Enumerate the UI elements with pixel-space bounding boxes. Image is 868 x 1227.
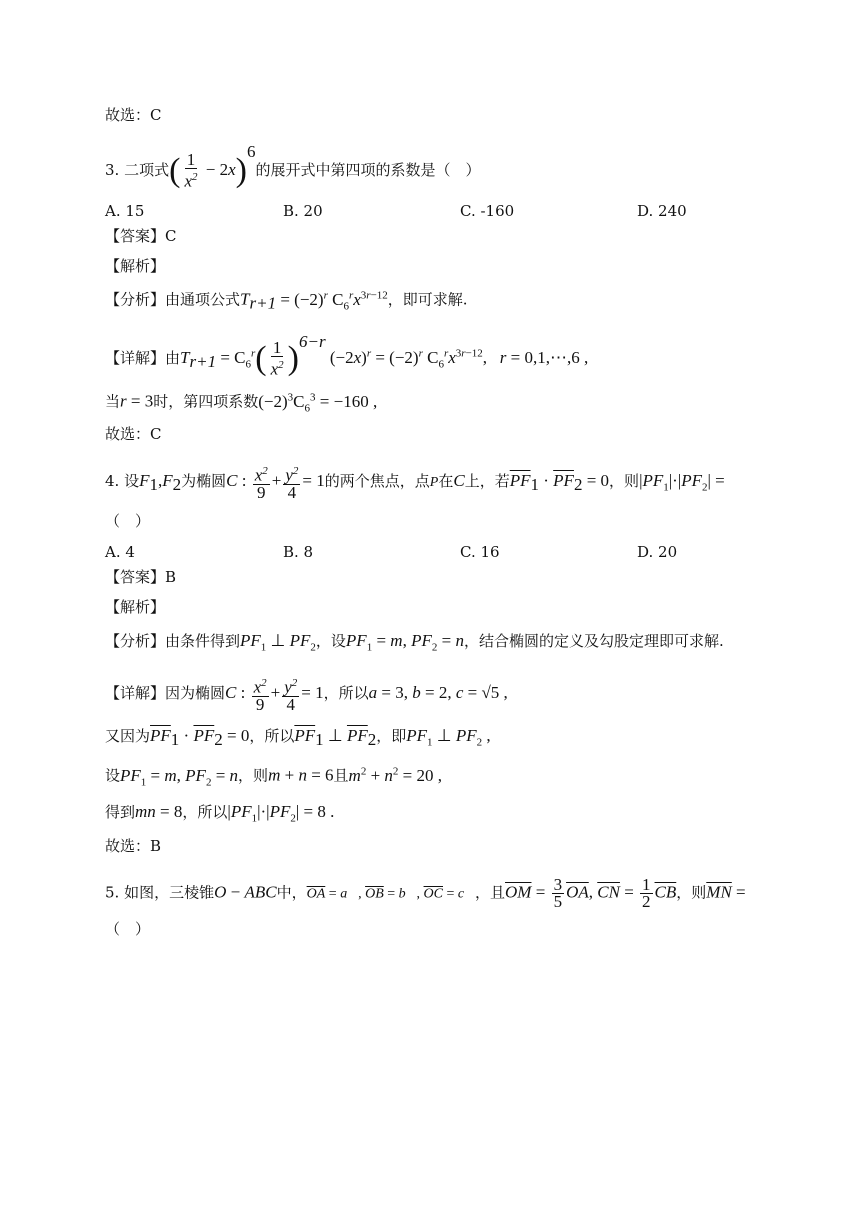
analysis-heading: 【解析】 [105, 598, 166, 616]
text: 【分析】由条件得到 [105, 632, 241, 650]
detail-line: 得到mn = 8，所以$|PF_1|\cdot|PF_2| = 8$ . [105, 802, 335, 825]
question-number: 5. [105, 883, 120, 902]
text: 当 [105, 392, 121, 411]
text: 【分析】由通项公式 [105, 290, 241, 309]
text: 时，第四项系数 [153, 392, 259, 411]
detail-line: 当r = 3时，第四项系数$(-2)^3C_6^3 = -160$ , [105, 391, 378, 415]
text: 的两个焦点，点 [324, 471, 430, 490]
answer: 【答案】B [105, 568, 177, 586]
text: 如图，三棱锥 [124, 883, 215, 902]
question-number: 4. [105, 471, 120, 490]
text: ，设 [315, 632, 346, 650]
text-line: 故选：C [105, 425, 162, 443]
answer: 【答案】C [105, 227, 177, 245]
text: ，所以 [323, 683, 369, 702]
text-line: 故选：B [105, 837, 162, 855]
text: 【详解】因为椭圆 [105, 683, 226, 702]
question-number: 3. [105, 161, 120, 179]
text: ，即可求解. [387, 290, 468, 309]
text: ，所以 [182, 803, 228, 821]
text: 【详解】由 [105, 349, 181, 367]
text-line: 故选：C [105, 106, 162, 124]
detail-line: 【详解】因为椭圆C : $\frac{x^2}{9}$ + $\frac{y^2}{4}$ = 1，所以a = 3, b = 2, c = √5 , [105, 677, 508, 714]
paren: （ ） [105, 920, 151, 938]
text: 设 [105, 766, 121, 785]
text: 二项式 [124, 161, 170, 179]
question-4: 4. 设$F_1,F_2$为椭圆C : $\frac{x^2}{9}$ + $\frac{y^2}{4}$ = 1的两个焦点，点P在C上，若$\overline{PF}_1 \cdot \overline{PF}_2 = 0$，则$|PF_1|\cdot|PF_2|$ = [105, 465, 725, 502]
text: 且 [333, 766, 349, 785]
option-d: D. 240 [637, 202, 687, 220]
question-5: 5. 如图，三棱锥O − ABC中，$\overline{OA}$ = a⃗, $\overline{OB}$ = b⃗, $\overline{OC}$ = c⃗，且$\overline{OM}$ = $\frac{3}{5}$ $\overline{OA}$, $\overline{CN}$ = $\frac{1}{2}$ $\overline{CB}$，则$\overline{MN}$ = [105, 875, 746, 911]
text: 又因为 [105, 727, 151, 745]
option-b: B. 20 [283, 202, 323, 220]
paren: （ ） [105, 512, 151, 530]
text: ，则 [609, 471, 640, 490]
option-c: C. 16 [460, 543, 500, 561]
text: 为椭圆 [181, 471, 227, 490]
text: ，则 [676, 883, 707, 902]
question-3: 3. 二项式( $\frac{1}{x^2}$ − 2x)$^6$的展开式中第四项的系数是（ ） [105, 142, 481, 191]
detail-line: 又因为$\overline{PF}_1 \cdot \overline{PF}_2 = 0$，所以$\overline{PF}_1$ ⊥ $\overline{PF}_2$，即$PF_1$ ⊥ $PF_2$ , [105, 726, 491, 749]
text: 的展开式中第四项的系数是（ ） [255, 161, 481, 179]
detail-line: 设$PF_1 = m$, $PF_2 = n$，则m + n = 6且$m^2 + n^2 = 20$ , [105, 765, 443, 789]
option-a: A. 4 [105, 543, 135, 561]
text: ，即 [376, 727, 407, 745]
option-d: D. 20 [637, 543, 678, 561]
option-a: A. 15 [105, 202, 145, 220]
text: ，结合椭圆的定义及勾股定理即可求解. [463, 632, 724, 650]
text: ，且 [475, 883, 506, 902]
detail-line: 【详解】由$T_{r+1} = C_6^r$( $\frac{1}{x^2}$ )$^{6-r}$ $(-2x)^r = (-2)^r$ $C_6^rx^{3r-12}$, r = 0,1,⋯,6 , [105, 332, 589, 379]
text: 在 [438, 471, 454, 490]
text: 设 [124, 471, 140, 490]
text: ，则 [238, 766, 269, 785]
analysis-heading: 【解析】 [105, 257, 166, 275]
text: 中， [276, 883, 307, 902]
analysis-line: 【分析】由通项公式$T_{r+1} = (-2)^r$ $C_6^rx^{3r-12}$，即可求解. [105, 289, 468, 313]
text: ，所以 [249, 727, 295, 745]
option-c: C. -160 [460, 202, 515, 220]
analysis-line: 【分析】由条件得到$PF_1$ ⊥ $PF_2$，设$PF_1 = m$, $PF_2 = n$，结合椭圆的定义及勾股定理即可求解. [105, 631, 724, 654]
text: 上，若 [464, 471, 510, 490]
text: 得到 [105, 803, 136, 821]
option-b: B. 8 [283, 543, 314, 561]
